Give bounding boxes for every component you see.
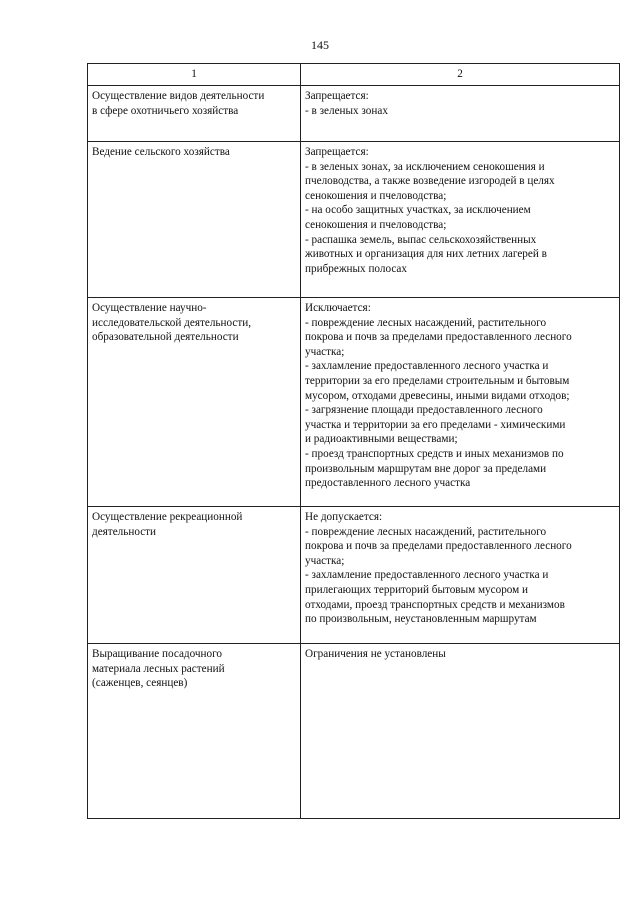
activity-text-line: Осуществление видов деятельности [92, 90, 265, 102]
activity-text-line: Осуществление рекреационной [92, 511, 243, 523]
restriction-text-line: Запрещается: [305, 90, 369, 102]
activity-text-line: исследовательской деятельности, [92, 316, 252, 329]
restriction-text-line: Не допускается: [305, 511, 383, 523]
restriction-text-line: участка и территории за его пределами - химическими [305, 418, 566, 431]
restriction-text-line: мусором, отходами древесины, иными видами отходов; [305, 389, 570, 402]
restriction-text-line: - на особо защитных участках, за исключением [305, 204, 531, 217]
restrictions-cell [301, 142, 620, 298]
activity-cell [88, 142, 301, 298]
restriction-text-line: - проезд транспортных средств и иных механизмов по [305, 447, 564, 460]
table-row [88, 507, 620, 644]
restriction-text-line: Исключается: [305, 302, 371, 314]
restriction-text-line: - повреждение лесных насаждений, растительного [305, 316, 547, 329]
restriction-text-line: прибрежных полосах [305, 262, 407, 275]
activity-cell [88, 507, 301, 644]
activity-text-line: Выращивание посадочного [92, 648, 223, 660]
restriction-text-line: Запрещается: [305, 146, 369, 158]
activity-cell [88, 86, 301, 142]
restrictions-table [87, 63, 620, 819]
restriction-text-line: Ограничения не установлены [305, 648, 446, 660]
activity-text-line: Осуществление научно- [92, 302, 207, 314]
restriction-text-line: - распашка земель, выпас сельскохозяйственных [305, 233, 537, 246]
restriction-text-line: прилегающих территорий бытовым мусором и [305, 583, 529, 596]
restriction-text-line: - загрязнение площади предоставленного лесного [305, 404, 543, 417]
activity-cell [88, 644, 301, 819]
table-row [88, 142, 620, 298]
activity-text-line: (саженцев, сеянцев) [92, 677, 188, 690]
restriction-text-line: - захламление предоставленного лесного участка и [305, 360, 549, 373]
table-row [88, 298, 620, 507]
restriction-text-line: предоставленного лесного участка [305, 477, 471, 490]
restrictions-cell [301, 298, 620, 507]
restriction-text-line: и радиоактивными веществами; [305, 433, 458, 446]
restriction-text-line: по произвольным, неустановленным маршрутам [305, 613, 537, 626]
restrictions-cell [301, 86, 620, 142]
table-row [88, 644, 620, 819]
activity-cell [88, 298, 301, 507]
restriction-text-line: сенокошения и пчеловодства; [305, 218, 447, 231]
restriction-text-line: - в зеленых зонах [305, 104, 388, 117]
restriction-text-line: участка; [305, 554, 345, 567]
restriction-text-line: отходами, проезд транспортных средств и механизмов [305, 598, 565, 611]
page-number: 145 [311, 38, 329, 52]
table-header-row [88, 64, 620, 86]
activity-text-line: Ведение сельского хозяйства [92, 146, 230, 158]
column-header-1: 1 [88, 64, 301, 86]
restrictions-cell [301, 507, 620, 644]
table-row [88, 86, 620, 142]
restrictions-cell [301, 644, 620, 819]
restriction-text-line: пчеловодства, а также возведение изгородей в целях [305, 175, 555, 188]
restriction-text-line: - повреждение лесных насаждений, растительного [305, 525, 547, 538]
activity-text-line: образовательной деятельности [92, 331, 239, 344]
activity-text-line: материала лесных растений [92, 662, 225, 675]
restriction-text-line: покрова и почв за пределами предоставленного лесного [305, 540, 572, 553]
activity-text-line: в сфере охотничьего хозяйства [92, 104, 239, 117]
restriction-text-line: - захламление предоставленного лесного участка и [305, 569, 549, 582]
restriction-text-line: территории за его пределами строительным и бытовым [305, 374, 570, 387]
restriction-text-line: - в зеленых зонах, за исключением сенокошения и [305, 160, 545, 173]
column-header-2: 2 [301, 64, 620, 86]
restriction-text-line: покрова и почв за пределами предоставленного лесного [305, 331, 572, 344]
restriction-text-line: участка; [305, 345, 345, 358]
restriction-text-line: сенокошения и пчеловодства; [305, 189, 447, 202]
restriction-text-line: животных и организация для них летних лагерей в [305, 248, 547, 261]
restriction-text-line: произвольным маршрутам вне дорог за пределами [305, 462, 547, 475]
activity-text-line: деятельности [92, 525, 157, 538]
